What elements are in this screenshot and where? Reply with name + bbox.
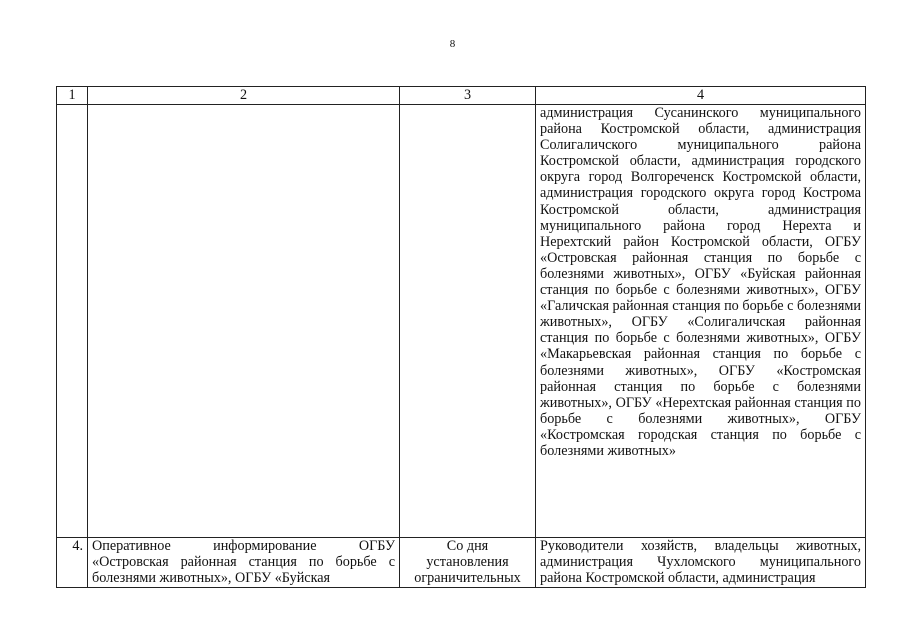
deadline-text: Со дня установления ограничительных [414,538,521,587]
deadline-cell [400,538,536,588]
header-col-2: 2 [88,87,400,105]
row-number-text: 4. [72,538,83,554]
measure-cell [88,105,400,538]
responsible-cell: администрация Сусанинского муниципального района Костромской области, администрация Солигаличского муниципального района Костромской области, администрация городского округа город Волгореченск Костромской области, администрация городского округа город Кострома Костромской области, администрация муниципального района город Нерехта и Нерехтский район Костромской области, ОГБУ «Островская районная станция по борьбе с болезнями животных», ОГБУ «Буйская районная станция по борьбе с болезнями животных», ОГБУ «Галичская районная станция по борьбе с болезнями животных», ОГБУ «Солигаличская районная станция по борьбе с болезнями животных», ОГБУ «Макарьевская районная станция по борьбе с болезнями животных», ОГБУ «Костромская районная станция по борьбе с болезнями животных», ОГБУ «Нерехтская районная станция по борьбе с болезнями животных», ОГБУ «Костромская городская станция по борьбе с болезнями животных» [536,105,866,538]
responsible-cell [536,538,866,588]
measure-cell [88,538,400,588]
responsible-text: Руководители хозяйств, владельцы животных, администрация Чухломского муниципального района Костромской области, администрация [540,538,861,587]
measures-table [56,86,866,588]
measure-text: Оперативное информирование ОГБУ «Островская районная станция по борьбе с болезнями животных», ОГБУ «Буйская [92,538,395,587]
row-number-cell [57,538,88,588]
header-col-3: 3 [400,87,536,105]
row-number-cell [57,105,88,538]
deadline-cell [400,105,536,538]
header-col-4: 4 [536,87,866,105]
table-row [57,105,866,538]
table-row [57,538,866,588]
page-number: 8 [449,38,456,50]
table-header-row [57,87,866,105]
header-col-1: 1 [57,87,88,105]
